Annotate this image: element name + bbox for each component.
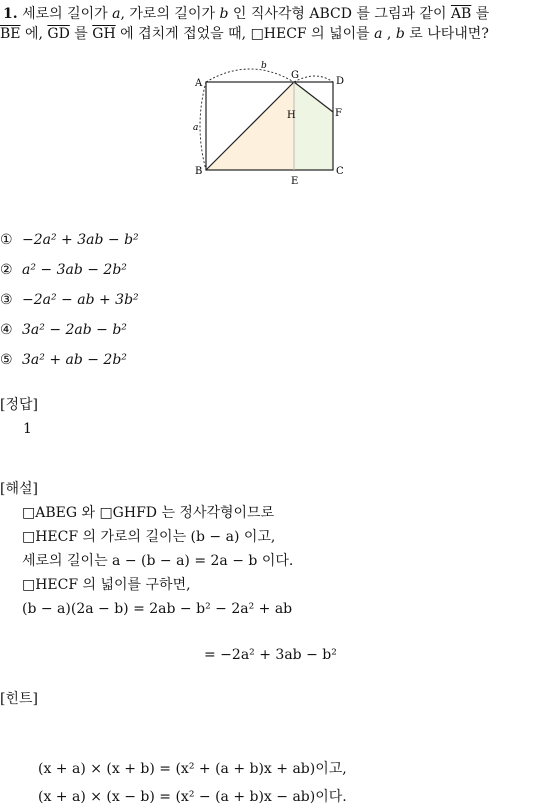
- choice-mark: ③: [0, 292, 13, 308]
- folded-rectangle-figure: [190, 58, 350, 188]
- explanation-heading: [해설]: [0, 481, 38, 497]
- choice-text: −2a² − ab + 3b²: [22, 292, 139, 308]
- choice-mark: ④: [0, 322, 13, 338]
- label-c: C: [336, 166, 344, 177]
- question-number: 1.: [3, 6, 18, 22]
- segment-gd: $\overline{GD}$: [47, 26, 70, 42]
- side-label-a: a: [193, 123, 199, 133]
- question-text: 세로의 길이가: [22, 6, 108, 22]
- label-g: G: [291, 70, 299, 81]
- choice-text: 3a² − 2ab − b²: [22, 322, 127, 338]
- choice-mark: ⑤: [0, 352, 13, 368]
- question-line-1: [3, 4, 489, 24]
- question-text: 를: [475, 6, 490, 22]
- choice-mark: ①: [0, 232, 13, 248]
- side-label-b: b: [261, 61, 267, 71]
- label-d: D: [336, 76, 345, 87]
- segment-gh: $\overline{GH}$: [92, 26, 116, 42]
- arc-gd: [294, 76, 333, 82]
- choice-text: −2a² + 3ab − b²: [22, 232, 139, 248]
- answer-heading: [정답]: [0, 397, 38, 413]
- explanation-line: □HECF 의 가로의 길이는 (b − a) 이고,: [22, 529, 276, 545]
- choice-4[interactable]: [0, 320, 127, 340]
- question-text: 로 나타내면?: [409, 26, 489, 42]
- label-a: A: [195, 78, 203, 89]
- choice-2[interactable]: [0, 260, 127, 280]
- var-b: b: [395, 26, 405, 42]
- segment-ab: $\overline{AB}$: [450, 6, 472, 22]
- arc-ab: [200, 82, 206, 170]
- choice-text: 3a² + ab − 2b²: [22, 352, 127, 368]
- comma: ,: [386, 26, 392, 42]
- explanation-line: (b − a)(2a − b) = 2ab − b² − 2a² + ab: [22, 601, 293, 617]
- label-f: F: [335, 108, 342, 119]
- choice-5[interactable]: [0, 350, 127, 370]
- choice-1[interactable]: [0, 230, 139, 250]
- explanation-line: 세로의 길이는 a − (b − a) = 2a − b 이다.: [22, 553, 294, 569]
- hint-heading: [힌트]: [0, 691, 38, 707]
- question-text: 를: [74, 26, 88, 42]
- choice-mark: ②: [0, 262, 13, 278]
- label-e: E: [291, 176, 299, 187]
- explanation-line: □HECF 의 넓이를 구하면,: [22, 577, 191, 593]
- label-h: H: [287, 110, 296, 121]
- question-text: 에,: [24, 26, 43, 42]
- rect-hecf-region: [294, 82, 333, 170]
- question-text: 인 직사각형 ABCD 를 그림과 같이: [232, 6, 447, 22]
- arc-ag: [206, 69, 294, 82]
- question-text: , 가로의 길이가: [120, 6, 215, 22]
- var-b: b: [219, 6, 229, 22]
- choice-text: a² − 3ab − 2b²: [22, 262, 127, 278]
- label-b: B: [195, 166, 203, 177]
- var-a: a: [374, 26, 383, 42]
- hint-line: (x + a) × (x − b) = (x² − (a + b)x − ab)이다.: [38, 789, 347, 805]
- explanation-line: □ABEG 와 □GHFD 는 정사각형이므로: [22, 505, 275, 521]
- question-line-2: [0, 24, 489, 44]
- segment-be: $\overline{BE}$: [0, 26, 21, 42]
- explanation-result: = −2a² + 3ab − b²: [204, 647, 337, 663]
- choice-3[interactable]: [0, 290, 139, 310]
- question-text: 에 겹치게 접었을 때, □HECF 의 넓이를: [120, 26, 370, 42]
- answer-value: 1: [23, 421, 32, 437]
- var-a: a: [112, 6, 121, 22]
- hint-line: (x + a) × (x + b) = (x² + (a + b)x + ab)이고,: [38, 761, 347, 777]
